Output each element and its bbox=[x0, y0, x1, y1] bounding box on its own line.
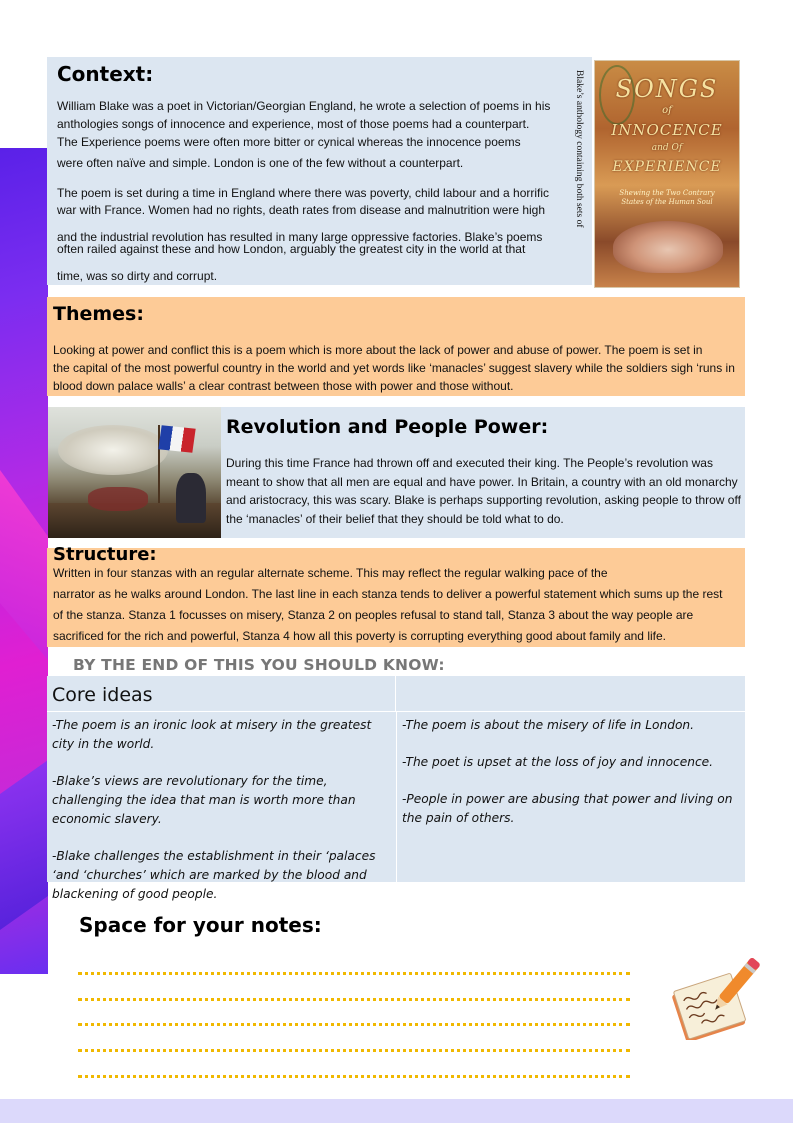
notes-heading: Space for your notes: bbox=[79, 913, 322, 937]
note-line[interactable] bbox=[78, 1075, 630, 1078]
revolution-title: Revolution and People Power: bbox=[226, 416, 549, 438]
book-cover-text: EXPERIENCE bbox=[612, 159, 722, 175]
note-line[interactable] bbox=[78, 998, 630, 1001]
painting-smoke bbox=[58, 425, 168, 475]
painting-flag bbox=[158, 425, 195, 453]
revolution-text bbox=[226, 454, 741, 528]
text-line: often railed against these and how London, arguably the greatest city in the world at that bbox=[57, 242, 526, 256]
structure-section bbox=[47, 544, 745, 647]
core-idea-item: -The poem is about the misery of life in London. bbox=[402, 718, 695, 732]
revolution-painting-image bbox=[48, 407, 221, 538]
themes-section bbox=[47, 297, 745, 396]
revolution-section bbox=[221, 407, 745, 538]
learning-objectives-heading: BY THE END OF THIS YOU SHOULD KNOW: bbox=[73, 656, 445, 674]
context-section bbox=[47, 57, 592, 285]
image-caption: Blake’s anthology containing both sets of bbox=[574, 70, 584, 228]
note-line[interactable] bbox=[78, 1049, 630, 1052]
themes-text bbox=[53, 341, 743, 395]
text-line: During this time France had thrown off and executed their king. The People’s revolution was bbox=[226, 456, 713, 470]
painting-rider bbox=[176, 473, 206, 523]
book-cover-text: INNOCENCE bbox=[611, 121, 723, 139]
text-line: were often naïve and simple. London is one of the few without a counterpart. bbox=[57, 156, 464, 170]
core-ideas-right-column bbox=[402, 716, 737, 846]
text-line: and aristocracy, this was scary. Blake is perhaps supporting revolution, asking people to throw off bbox=[226, 493, 741, 507]
text-line: narrator as he walks around London. The last line in each stanza tends to deliver a powerful statement which sums up the rest bbox=[53, 587, 723, 601]
context-paragraph-1 bbox=[57, 97, 577, 172]
themes-title: Themes: bbox=[53, 303, 144, 325]
note-line[interactable] bbox=[78, 972, 630, 975]
painting-figures bbox=[88, 487, 148, 511]
text-line: and the industrial revolution has resulted in many large oppressive factories. Blake’s poems bbox=[57, 230, 543, 244]
context-paragraph-2 bbox=[57, 185, 577, 285]
text-line: of the stanza. Stanza 1 focusses on misery, Stanza 2 on peoples refusal to stand tall, Stanza 3 about the way people are bbox=[53, 608, 694, 622]
text-line: The Experience poems were often more bitter or cynical whereas the innocence poems bbox=[57, 135, 521, 149]
text-line: Looking at power and conflict this is a poem which is more about the lack of power and abuse of power. The poem is set in bbox=[53, 343, 703, 357]
text-line: The poem is set during a time in England where there was poverty, child labour and a horrific bbox=[57, 186, 550, 200]
text-line: the capital of the most powerful country in the world and yet words like ‘manacles’ suggest slavery while the soldiers sigh ‘runs in bbox=[53, 361, 735, 375]
core-idea-item: -People in power are abusing that power and living on the pain of others. bbox=[402, 792, 733, 825]
book-cover-figure bbox=[613, 221, 723, 273]
text-line: time, was so dirty and corrupt. bbox=[57, 269, 218, 283]
core-idea-item: -Blake’s views are revolutionary for the time, challenging the idea that man is worth more than economic slavery. bbox=[52, 774, 356, 826]
core-idea-item: -Blake challenges the establishment in their ‘palaces ‘and ‘churches’ which are marked by the blood and blackening of good people. bbox=[52, 849, 376, 901]
text-line: anthologies songs of innocence and experience, most of those poems had a counterpart. bbox=[57, 117, 530, 131]
note-line[interactable] bbox=[78, 1023, 630, 1026]
core-ideas-header: Core ideas bbox=[52, 684, 153, 706]
text-line: sacrificed for the rich and powerful, Stanza 4 how all this poverty is corrupting everything good about family and life. bbox=[53, 629, 666, 643]
table-header-cell bbox=[396, 676, 745, 712]
core-ideas-left-column bbox=[52, 716, 392, 922]
text-line: meant to show that all men are equal and have power. In Britain, a country with an old monarchy bbox=[226, 474, 738, 489]
text-line: the ‘manacles’ of their belief that they should be told what to do. bbox=[226, 511, 564, 526]
text-line: war with France. Women had no rights, death rates from disease and malnutrition were high bbox=[57, 203, 546, 217]
book-cover-image bbox=[594, 60, 740, 288]
book-cover-subtitle: Shewing the Two Contrary States of the Human Soul bbox=[619, 189, 715, 206]
column-divider bbox=[396, 712, 397, 882]
text-line: blood down palace walls’ a clear contrast between those with power and those without. bbox=[53, 379, 514, 393]
core-ideas-table bbox=[47, 676, 745, 901]
book-cover-text: of bbox=[662, 105, 672, 116]
core-idea-item: -The poem is an ironic look at misery in the greatest city in the world. bbox=[52, 718, 372, 751]
text-line: William Blake was a poet in Victorian/Georgian England, he wrote a selection of poems in his bbox=[57, 99, 551, 113]
text-line: Written in four stanzas with an regular alternate scheme. This may reflect the regular walking pace of the bbox=[53, 566, 608, 580]
notepad-pencil-icon bbox=[666, 958, 770, 1040]
context-title: Context: bbox=[57, 62, 154, 86]
book-cover-text: and Of bbox=[651, 143, 683, 153]
core-idea-item: -The poet is upset at the loss of joy and innocence. bbox=[402, 755, 714, 769]
structure-title: Structure: bbox=[53, 544, 157, 565]
book-cover-text: SONGS bbox=[615, 75, 719, 103]
structure-text bbox=[53, 563, 743, 647]
table-header-cell bbox=[47, 676, 396, 712]
footer-band bbox=[0, 1099, 793, 1123]
